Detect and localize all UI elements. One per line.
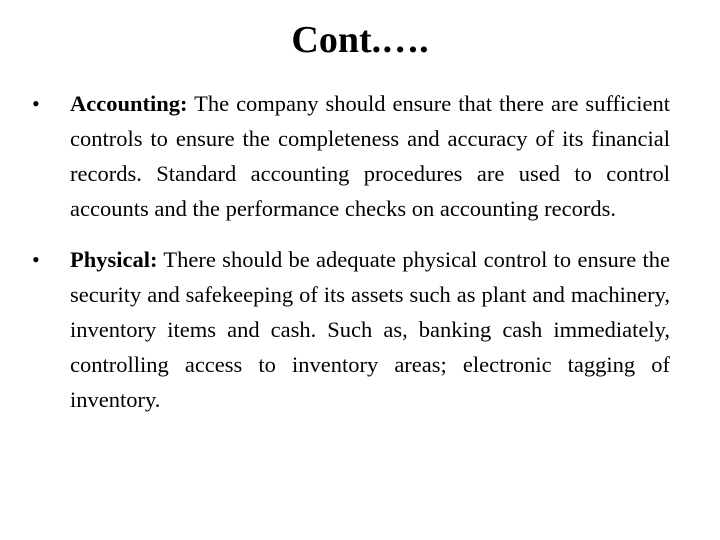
bullet-term: Physical: [70, 247, 158, 272]
bullet-item-physical [32, 242, 670, 417]
slide-title: Cont.…. [291, 19, 429, 61]
bullet-list [32, 86, 670, 433]
bullet-dot-icon: • [32, 247, 40, 272]
bullet-dot-icon: • [32, 91, 40, 116]
bullet-text: There should be adequate physical control to ensure the security and safekeeping of its assets such as plant and machinery, inventory items and cash. Such as, banking cash immediately, controlling access to inventory areas; electronic tagging of inventory. [70, 247, 670, 412]
bullet-term: Accounting: [70, 91, 188, 116]
bullet-text: The company should ensure that there are sufficient controls to ensure the completeness and accuracy of its financial records. Standard accounting procedures are used to control accounts and the performance checks on accounting records. [70, 91, 670, 221]
bullet-item-accounting [32, 86, 670, 226]
